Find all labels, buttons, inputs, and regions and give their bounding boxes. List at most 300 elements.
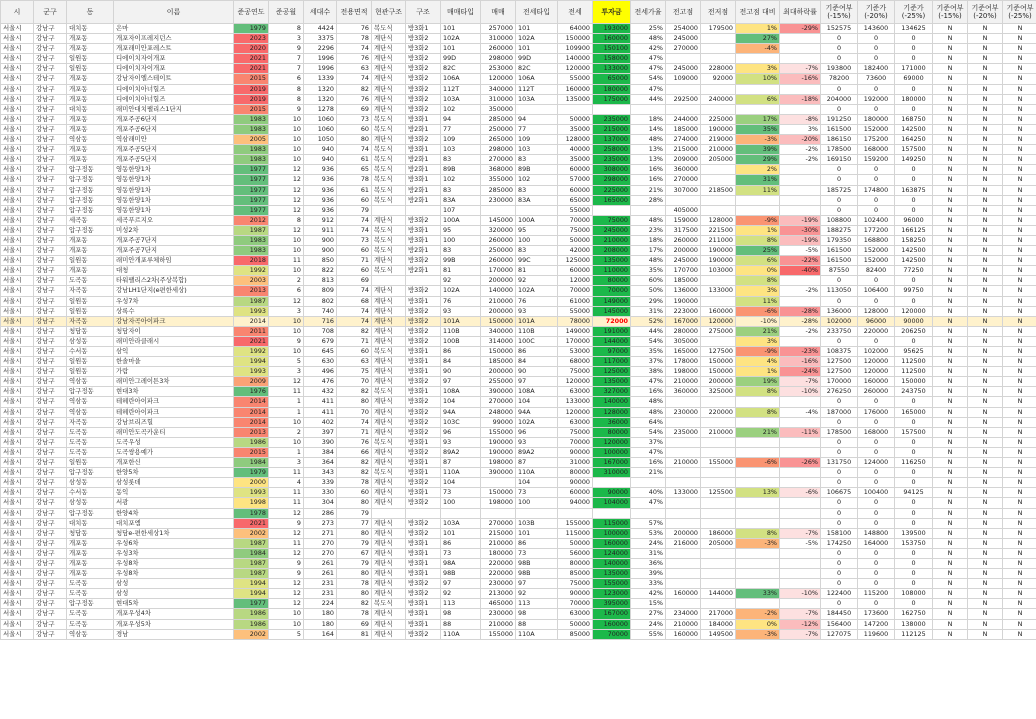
table-cell[interactable]: N — [1003, 488, 1036, 498]
table-cell[interactable]: 한솔마을 — [114, 357, 234, 367]
table-cell[interactable]: 방3화2 — [406, 94, 441, 104]
table-cell[interactable]: 221500 — [701, 225, 736, 235]
table-cell[interactable]: 삼성동 — [67, 336, 114, 346]
table-cell[interactable]: 서울시 — [1, 326, 34, 336]
table-cell[interactable]: 70000 — [558, 286, 593, 296]
table-cell[interactable]: 96000 — [895, 215, 933, 225]
table-cell[interactable]: 강남구 — [34, 64, 67, 74]
table-cell[interactable]: N — [1003, 185, 1036, 195]
table-cell[interactable]: 78 — [337, 609, 372, 619]
table-cell[interactable]: 복도식 — [372, 468, 406, 478]
table-cell[interactable]: 계단식 — [372, 488, 406, 498]
table-cell[interactable]: 101A — [516, 316, 558, 326]
table-cell[interactable]: 395000 — [593, 599, 631, 609]
table-cell[interactable]: 110000 — [593, 266, 631, 276]
table-cell[interactable]: 87550 — [821, 266, 858, 276]
table-cell[interactable]: 10 — [269, 417, 304, 427]
table-cell[interactable]: 10 — [269, 609, 304, 619]
table-cell[interactable]: 방3화1 — [406, 387, 441, 397]
table-cell[interactable]: 95625 — [895, 347, 933, 357]
table-cell[interactable]: 2015 — [234, 74, 269, 84]
table-cell[interactable]: 서울시 — [1, 225, 34, 235]
table-cell[interactable]: 210000 — [701, 427, 736, 437]
table-cell[interactable]: 압구정동 — [67, 185, 114, 195]
table-cell[interactable]: 101 — [516, 24, 558, 34]
table-cell[interactable]: 115000 — [593, 518, 631, 528]
table-cell[interactable]: 125000 — [593, 367, 631, 377]
table-cell[interactable]: 200000 — [481, 367, 516, 377]
table-cell[interactable]: 160000 — [666, 629, 701, 639]
table-cell[interactable]: 850 — [304, 256, 337, 266]
table-cell[interactable]: 10% — [736, 74, 780, 84]
table-cell[interactable]: 250000 — [481, 124, 516, 134]
table-cell[interactable]: 350000 — [481, 104, 516, 114]
table-cell[interactable]: 48% — [631, 256, 666, 266]
table-cell[interactable]: N — [968, 286, 1003, 296]
table-cell[interactable]: 방3화1 — [406, 569, 441, 579]
table-cell[interactable]: 150100 — [593, 44, 631, 54]
table-cell[interactable]: 81 — [516, 266, 558, 276]
table-cell[interactable]: N — [933, 195, 968, 205]
table-cell[interactable]: 수서동 — [67, 347, 114, 357]
table-cell[interactable]: N — [1003, 34, 1036, 44]
table-cell[interactable]: 방3화2 — [406, 74, 441, 84]
table-cell[interactable]: 211000 — [701, 235, 736, 245]
table-cell[interactable]: 세곡동 — [67, 215, 114, 225]
table-cell[interactable] — [666, 548, 701, 558]
table-cell[interactable]: 936 — [304, 175, 337, 185]
table-cell[interactable]: N — [933, 74, 968, 84]
table-cell[interactable] — [736, 417, 780, 427]
table-cell[interactable]: 방3화2 — [406, 427, 441, 437]
table-cell[interactable]: 0 — [858, 296, 895, 306]
table-cell[interactable]: 110A — [516, 629, 558, 639]
table-cell[interactable]: 계단식 — [372, 589, 406, 599]
table-cell[interactable]: 164000 — [858, 538, 895, 548]
table-cell[interactable]: 80 — [337, 135, 372, 145]
table-cell[interactable]: 94A — [441, 407, 481, 417]
table-cell[interactable]: 102A — [441, 34, 481, 44]
table-cell[interactable]: 서울시 — [1, 64, 34, 74]
table-cell[interactable]: 270 — [304, 538, 337, 548]
table-cell[interactable]: 48% — [631, 407, 666, 417]
table-cell[interactable]: N — [1003, 357, 1036, 367]
table-cell[interactable]: N — [933, 114, 968, 124]
table-cell[interactable]: N — [933, 286, 968, 296]
table-cell[interactable]: 27% — [736, 34, 780, 44]
table-cell[interactable]: 133000 — [701, 286, 736, 296]
table-cell[interactable]: N — [1003, 296, 1036, 306]
table-cell[interactable]: 0 — [821, 478, 858, 488]
table-cell[interactable]: 18% — [631, 114, 666, 124]
table-cell[interactable]: N — [1003, 407, 1036, 417]
table-cell[interactable] — [593, 104, 631, 114]
table-cell[interactable] — [780, 276, 821, 286]
table-cell[interactable]: 압구정동 — [67, 387, 114, 397]
table-cell[interactable]: 10 — [269, 114, 304, 124]
table-cell[interactable]: 170700 — [666, 266, 701, 276]
header-cell[interactable]: 전고점 대비 — [736, 1, 780, 24]
table-cell[interactable]: 경남 — [114, 629, 234, 639]
table-cell[interactable]: 327000 — [593, 387, 631, 397]
table-cell[interactable]: 900 — [304, 246, 337, 256]
table-cell[interactable]: 900 — [304, 235, 337, 245]
table-cell[interactable]: 테헤란아이파크 — [114, 397, 234, 407]
table-cell[interactable]: 압구정동 — [67, 225, 114, 235]
table-cell[interactable]: 60000 — [558, 266, 593, 276]
table-cell[interactable]: 도곡동 — [67, 437, 114, 447]
table-cell[interactable]: 106675 — [821, 488, 858, 498]
table-cell[interactable]: 강남구 — [34, 417, 67, 427]
table-cell[interactable]: 0 — [821, 518, 858, 528]
table-cell[interactable]: 방3화1 — [406, 235, 441, 245]
table-cell[interactable]: 185000 — [666, 124, 701, 134]
table-cell[interactable]: 2 — [269, 276, 304, 286]
table-cell[interactable] — [736, 558, 780, 568]
table-cell[interactable]: 802 — [304, 296, 337, 306]
table-cell[interactable]: 310000 — [481, 94, 516, 104]
table-cell[interactable]: 140000 — [593, 558, 631, 568]
table-cell[interactable]: 복도식 — [372, 185, 406, 195]
table-cell[interactable]: 0 — [821, 175, 858, 185]
table-cell[interactable]: 80000 — [593, 276, 631, 286]
table-cell[interactable]: 개포주공7단지 — [114, 235, 234, 245]
table-cell[interactable]: 60 — [337, 347, 372, 357]
table-cell[interactable]: N — [968, 195, 1003, 205]
table-cell[interactable]: N — [968, 165, 1003, 175]
table-cell[interactable]: 188275 — [821, 225, 858, 235]
table-cell[interactable]: 100B — [441, 336, 481, 346]
table-cell[interactable]: 17% — [631, 246, 666, 256]
table-cell[interactable]: 160000 — [858, 377, 895, 387]
table-cell[interactable]: 101 — [516, 44, 558, 54]
table-cell[interactable]: 65000 — [593, 74, 631, 84]
table-cell[interactable]: N — [1003, 165, 1036, 175]
table-cell[interactable]: N — [933, 417, 968, 427]
table-cell[interactable] — [736, 437, 780, 447]
table-cell[interactable]: 2012 — [234, 215, 269, 225]
table-cell[interactable]: 80 — [337, 498, 372, 508]
table-cell[interactable]: N — [1003, 326, 1036, 336]
table-cell[interactable]: 강남구 — [34, 114, 67, 124]
table-cell[interactable]: 서울시 — [1, 357, 34, 367]
table-cell[interactable]: 방3화1 — [406, 548, 441, 558]
table-cell[interactable]: 128000 — [593, 407, 631, 417]
table-cell[interactable]: 계단식 — [372, 306, 406, 316]
table-cell[interactable]: 2014 — [234, 397, 269, 407]
table-cell[interactable]: 255000 — [481, 377, 516, 387]
table-cell[interactable]: 도곡동 — [67, 276, 114, 286]
table-cell[interactable]: N — [933, 538, 968, 548]
table-cell[interactable]: 156400 — [821, 619, 858, 629]
table-cell[interactable] — [701, 397, 736, 407]
table-cell[interactable]: 192000 — [858, 94, 895, 104]
table-cell[interactable]: 서울시 — [1, 528, 34, 538]
table-cell[interactable]: 0 — [858, 468, 895, 478]
table-cell[interactable]: 서울시 — [1, 135, 34, 145]
table-cell[interactable]: 12 — [269, 195, 304, 205]
table-cell[interactable]: 97 — [441, 579, 481, 589]
header-cell[interactable]: 현관구조 — [372, 1, 406, 24]
table-cell[interactable]: N — [933, 165, 968, 175]
table-cell[interactable]: 0 — [858, 165, 895, 175]
table-cell[interactable]: N — [968, 225, 1003, 235]
table-cell[interactable]: N — [968, 246, 1003, 256]
table-cell[interactable]: 180000 — [895, 94, 933, 104]
table-cell[interactable]: 150000 — [701, 357, 736, 367]
table-cell[interactable]: 340000 — [481, 326, 516, 336]
table-cell[interactable]: N — [1003, 64, 1036, 74]
table-cell[interactable]: N — [933, 397, 968, 407]
table-cell[interactable]: 215000 — [481, 528, 516, 538]
table-cell[interactable]: 120000 — [858, 367, 895, 377]
table-cell[interactable]: 우성3차 — [114, 548, 234, 558]
table-cell[interactable]: -2% — [780, 286, 821, 296]
table-cell[interactable]: 9 — [269, 569, 304, 579]
table-cell[interactable]: N — [968, 488, 1003, 498]
table-cell[interactable]: 방3화2 — [406, 104, 441, 114]
table-cell[interactable]: 106A — [516, 74, 558, 84]
table-cell[interactable]: 36000 — [593, 417, 631, 427]
table-cell[interactable]: 0 — [895, 276, 933, 286]
table-cell[interactable]: -40% — [780, 266, 821, 276]
table-cell[interactable]: 174250 — [821, 538, 858, 548]
table-cell[interactable]: 6% — [736, 94, 780, 104]
table-cell[interactable]: 82 — [337, 458, 372, 468]
table-cell[interactable]: 방3화1 — [406, 619, 441, 629]
table-cell[interactable]: 173600 — [858, 609, 895, 619]
table-cell[interactable]: 0 — [821, 599, 858, 609]
table-cell[interactable]: 98 — [516, 609, 558, 619]
table-cell[interactable]: 12 — [269, 589, 304, 599]
table-cell[interactable]: 83 — [441, 246, 481, 256]
table-cell[interactable]: 역삼동 — [67, 135, 114, 145]
table-cell[interactable]: 81 — [337, 629, 372, 639]
table-cell[interactable] — [666, 447, 701, 457]
table-cell[interactable]: 65000 — [558, 195, 593, 205]
table-cell[interactable]: 계단식 — [372, 256, 406, 266]
table-cell[interactable]: 서광 — [114, 498, 234, 508]
table-cell[interactable]: 1278 — [304, 104, 337, 114]
table-cell[interactable]: 서울시 — [1, 579, 34, 589]
table-cell[interactable]: 서울시 — [1, 54, 34, 64]
table-cell[interactable]: 7 — [269, 54, 304, 64]
table-cell[interactable]: N — [968, 145, 1003, 155]
table-cell[interactable] — [736, 518, 780, 528]
table-cell[interactable]: 일원동 — [67, 296, 114, 306]
table-cell[interactable] — [666, 397, 701, 407]
table-cell[interactable]: 102000 — [821, 316, 858, 326]
table-cell[interactable]: 80000 — [558, 468, 593, 478]
table-cell[interactable]: 역삼동 — [67, 629, 114, 639]
table-cell[interactable]: N — [933, 488, 968, 498]
table-cell[interactable]: 106A — [441, 74, 481, 84]
table-cell[interactable]: 방2화1 — [406, 155, 441, 165]
table-cell[interactable]: 방3화2 — [406, 629, 441, 639]
table-cell[interactable]: 120000 — [558, 377, 593, 387]
table-cell[interactable] — [593, 508, 631, 518]
table-cell[interactable]: 150000 — [701, 367, 736, 377]
table-cell[interactable]: 305000 — [666, 336, 701, 346]
table-cell[interactable] — [701, 276, 736, 286]
table-cell[interactable]: N — [968, 296, 1003, 306]
table-cell[interactable]: N — [933, 447, 968, 457]
table-cell[interactable]: 서울시 — [1, 205, 34, 215]
table-cell[interactable]: 317500 — [666, 225, 701, 235]
table-cell[interactable]: 1987 — [234, 225, 269, 235]
table-cell[interactable]: 74 — [337, 74, 372, 84]
table-cell[interactable]: N — [968, 579, 1003, 589]
table-cell[interactable]: 100A — [516, 215, 558, 225]
table-cell[interactable] — [666, 498, 701, 508]
table-cell[interactable]: 109000 — [666, 74, 701, 84]
table-cell[interactable]: N — [1003, 629, 1036, 639]
table-cell[interactable]: 176000 — [858, 407, 895, 417]
table-cell[interactable]: 136000 — [821, 306, 858, 316]
table-cell[interactable]: 1987 — [234, 558, 269, 568]
table-cell[interactable]: 340000 — [481, 84, 516, 94]
table-cell[interactable]: 68 — [337, 296, 372, 306]
table-cell[interactable]: 강남구 — [34, 488, 67, 498]
table-cell[interactable]: 143600 — [858, 24, 895, 34]
table-cell[interactable]: 10 — [269, 266, 304, 276]
table-cell[interactable]: 25% — [631, 24, 666, 34]
table-cell[interactable]: 308000 — [593, 165, 631, 175]
table-cell[interactable]: N — [968, 135, 1003, 145]
table-cell[interactable]: 100000 — [593, 528, 631, 538]
table-cell[interactable]: 248000 — [481, 407, 516, 417]
table-cell[interactable]: -7% — [780, 609, 821, 619]
table-cell[interactable]: N — [933, 548, 968, 558]
table-cell[interactable]: N — [1003, 175, 1036, 185]
table-cell[interactable]: 강남구 — [34, 569, 67, 579]
table-cell[interactable] — [666, 195, 701, 205]
table-cell[interactable]: 69 — [337, 276, 372, 286]
table-cell[interactable]: 82 — [337, 599, 372, 609]
table-cell[interactable]: 98A — [441, 558, 481, 568]
table-cell[interactable]: 래미안라클래시 — [114, 336, 234, 346]
table-cell[interactable]: 65 — [337, 165, 372, 175]
table-cell[interactable] — [701, 417, 736, 427]
table-cell[interactable]: N — [1003, 377, 1036, 387]
table-cell[interactable]: -2% — [780, 326, 821, 336]
table-cell[interactable]: 1986 — [234, 437, 269, 447]
table-cell[interactable]: 235000 — [666, 427, 701, 437]
table-cell[interactable] — [481, 205, 516, 215]
table-cell[interactable] — [736, 195, 780, 205]
table-cell[interactable]: 390 — [304, 437, 337, 447]
table-cell[interactable] — [701, 54, 736, 64]
header-cell[interactable]: 준공연도 — [234, 1, 269, 24]
table-cell[interactable]: 74 — [337, 44, 372, 54]
table-cell[interactable]: 방3화1 — [406, 367, 441, 377]
header-cell[interactable]: 전용면적 — [337, 1, 372, 24]
table-cell[interactable]: 현대3차 — [114, 387, 234, 397]
header-cell-investment[interactable]: 투자금 — [593, 1, 631, 24]
table-cell[interactable]: 래미안그레이튼3차 — [114, 377, 234, 387]
table-cell[interactable]: 164 — [304, 629, 337, 639]
table-cell[interactable]: N — [933, 205, 968, 215]
table-cell[interactable]: 강남구 — [34, 235, 67, 245]
table-cell[interactable]: 계단식 — [372, 619, 406, 629]
table-cell[interactable]: 64% — [631, 417, 666, 427]
table-cell[interactable] — [701, 498, 736, 508]
table-cell[interactable]: N — [1003, 417, 1036, 427]
table-cell[interactable]: 100 — [516, 498, 558, 508]
table-cell[interactable]: 1987 — [234, 296, 269, 306]
table-cell[interactable]: 11 — [269, 468, 304, 478]
table-cell[interactable]: 개포동 — [67, 74, 114, 84]
table-cell[interactable]: N — [1003, 135, 1036, 145]
table-cell[interactable]: 0 — [895, 569, 933, 579]
table-cell[interactable]: 서울시 — [1, 145, 34, 155]
table-cell[interactable]: 148800 — [858, 528, 895, 538]
table-cell[interactable]: 142500 — [895, 124, 933, 134]
table-cell[interactable]: 104 — [441, 397, 481, 407]
table-cell[interactable]: 방3화2 — [406, 286, 441, 296]
table-cell[interactable]: 88 — [441, 619, 481, 629]
table-cell[interactable]: N — [933, 387, 968, 397]
table-cell[interactable]: 128000 — [701, 215, 736, 225]
table-cell[interactable]: 220000 — [481, 569, 516, 579]
table-cell[interactable]: 178000 — [666, 357, 701, 367]
table-cell[interactable]: N — [933, 629, 968, 639]
table-cell[interactable]: 강남구 — [34, 458, 67, 468]
table-cell[interactable] — [736, 54, 780, 64]
table-cell[interactable]: 265000 — [481, 135, 516, 145]
table-cell[interactable]: 38% — [631, 367, 666, 377]
table-cell[interactable]: 2014 — [234, 417, 269, 427]
table-cell[interactable]: 74 — [337, 215, 372, 225]
table-cell[interactable]: 304 — [304, 498, 337, 508]
table-cell[interactable]: 래미안대치팰리스1단지 — [114, 104, 234, 114]
table-cell[interactable]: 1987 — [234, 538, 269, 548]
table-cell[interactable]: N — [968, 417, 1003, 427]
table-cell[interactable]: 245000 — [666, 64, 701, 74]
table-cell[interactable]: 822 — [304, 266, 337, 276]
table-cell[interactable]: 8% — [736, 407, 780, 417]
table-cell[interactable]: 102A — [516, 417, 558, 427]
table-cell[interactable]: 0 — [821, 34, 858, 44]
table-cell[interactable]: 128000 — [858, 306, 895, 316]
table-cell[interactable]: N — [933, 326, 968, 336]
table-cell[interactable]: 78 — [337, 34, 372, 44]
table-cell[interactable]: 112T — [441, 84, 481, 94]
table-cell[interactable]: 69 — [337, 619, 372, 629]
table-cell[interactable]: 디에이치자이개포 — [114, 54, 234, 64]
table-cell[interactable]: 8 — [269, 94, 304, 104]
table-cell[interactable]: 73 — [441, 548, 481, 558]
table-cell[interactable]: 127500 — [821, 367, 858, 377]
table-cell[interactable]: 강남구 — [34, 256, 67, 266]
table-cell[interactable]: 대치동 — [67, 104, 114, 114]
table-cell[interactable]: 36% — [631, 558, 666, 568]
table-cell[interactable]: N — [968, 326, 1003, 336]
table-cell[interactable]: 3% — [736, 286, 780, 296]
table-cell[interactable]: 0 — [858, 498, 895, 508]
table-cell[interactable]: 0 — [858, 437, 895, 447]
table-cell[interactable]: 86 — [516, 347, 558, 357]
table-cell[interactable]: 0 — [858, 579, 895, 589]
table-cell[interactable]: 93 — [441, 306, 481, 316]
table-cell[interactable]: 영동한양1차 — [114, 195, 234, 205]
table-cell[interactable]: 80 — [337, 589, 372, 599]
header-cell[interactable]: 동 — [67, 1, 114, 24]
table-cell[interactable]: 1984 — [234, 458, 269, 468]
table-cell[interactable]: N — [1003, 54, 1036, 64]
table-cell[interactable] — [701, 175, 736, 185]
table-cell[interactable] — [701, 336, 736, 346]
